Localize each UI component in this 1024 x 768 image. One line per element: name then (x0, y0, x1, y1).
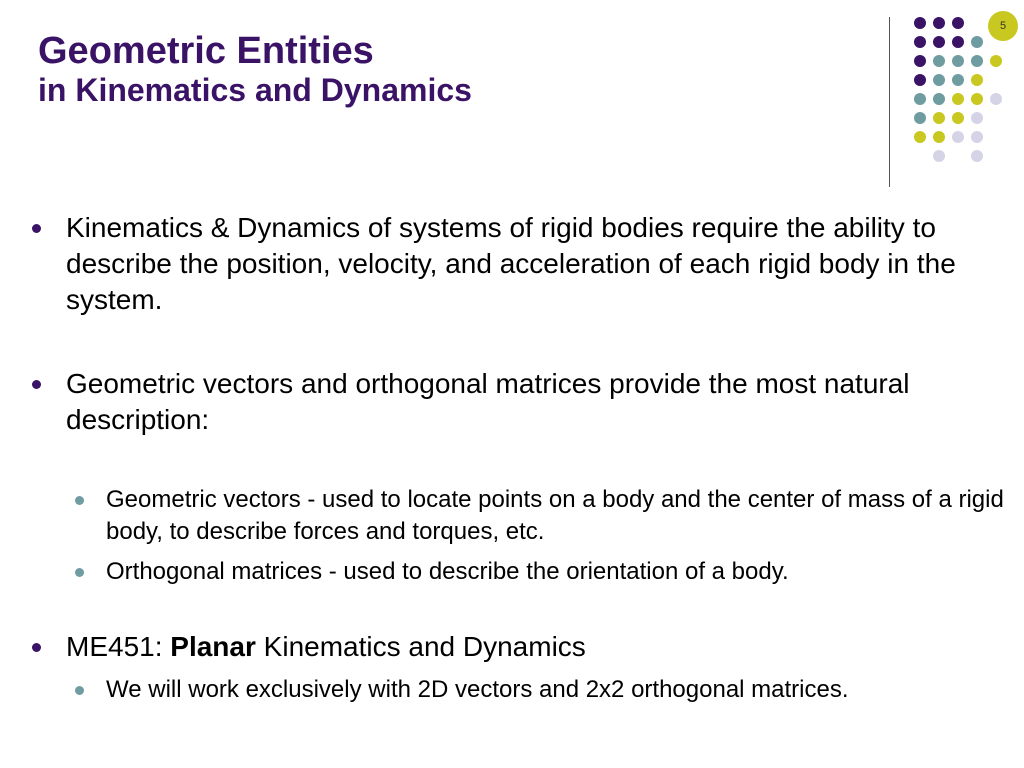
slide-number: 5 (999, 20, 1007, 32)
sub-bullet-text: We will work exclusively with 2D vectors and 2x2 orthogonal matrices. (106, 676, 849, 703)
sub-bullet-item (106, 484, 1006, 548)
bullet-text-bold: Planar (170, 631, 256, 662)
sub-bullet-item (106, 556, 1006, 588)
bullet-text-prefix: ME451: (66, 631, 171, 662)
title-line-1: Geometric Entities (38, 30, 374, 72)
title-line-2: in Kinematics and Dynamics (38, 71, 472, 108)
bullet-text-suffix: Kinematics and Dynamics (255, 631, 586, 662)
bullet-item (66, 366, 1001, 438)
sub-bullet-text: Orthogonal matrices - used to describe the orientation of a body. (106, 558, 789, 585)
bullet-item (66, 629, 1001, 665)
bullet-text: Kinematics & Dynamics of systems of rigid bodies require the ability to describe the position, velocity, and acceleration of each rigid body in the system. (66, 212, 956, 315)
bullet-item (66, 210, 1001, 318)
bullet-text: Geometric vectors and orthogonal matrices provide the most natural description: (66, 368, 910, 435)
sub-bullet-item (106, 674, 1006, 706)
sub-bullet-text: Geometric vectors - used to locate points on a body and the center of mass of a rigid body, to describe forces and torques, etc. (106, 486, 1004, 545)
